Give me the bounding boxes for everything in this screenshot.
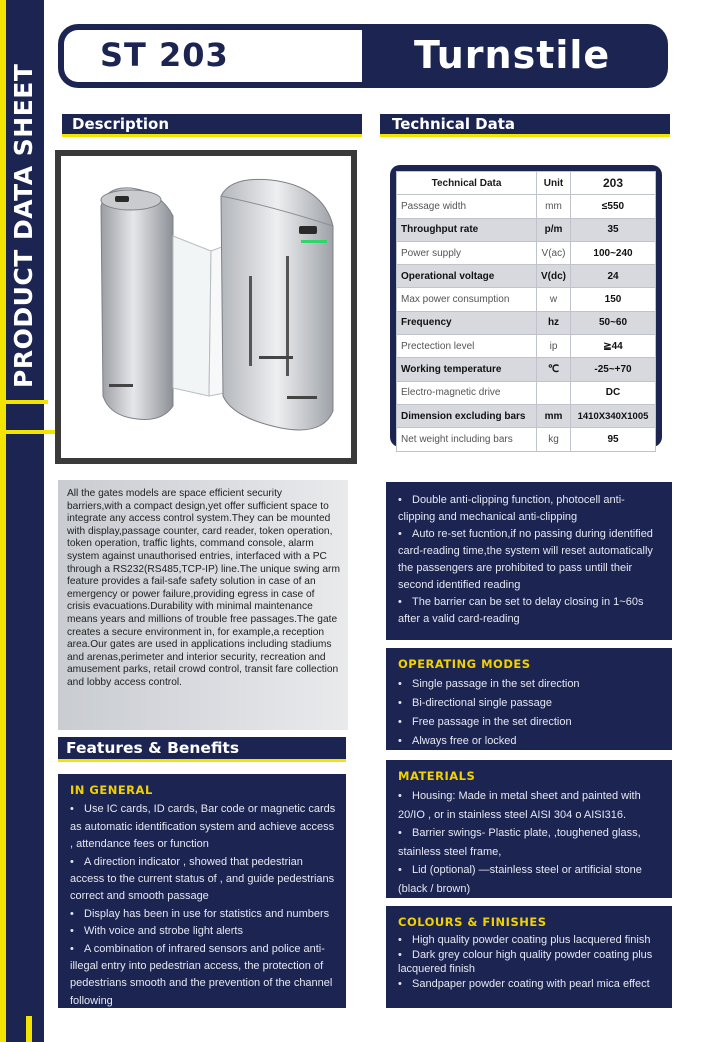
list-item-text: Housing: Made in metal sheet and painted with 20/IO , or in stainless steel AISI 304 o AISI316. xyxy=(398,790,641,821)
bullet-icon: • xyxy=(70,942,74,955)
list-item xyxy=(70,854,336,906)
list-item-text: High quality powder coating plus lacquered finish xyxy=(412,934,651,946)
bullet-icon: • xyxy=(398,948,402,961)
list-item xyxy=(398,787,662,824)
bullet-icon: • xyxy=(398,528,402,540)
row-value: 150 xyxy=(571,288,656,311)
row-value: ≤550 xyxy=(571,195,656,218)
row-label: Dimension excluding bars xyxy=(397,404,537,427)
bullet-icon: • xyxy=(398,864,402,876)
section-features: Features & Benefits xyxy=(58,737,346,759)
in-general-box xyxy=(58,774,346,1008)
row-value: 1410X340X1005 xyxy=(571,404,656,427)
technical-data-table xyxy=(396,171,656,452)
bullet-icon: • xyxy=(70,803,74,816)
row-value: 95 xyxy=(571,428,656,451)
product-name: Turnstile xyxy=(414,33,611,77)
row-unit: p/m xyxy=(537,218,571,241)
row-unit: ip xyxy=(537,335,571,358)
list-item-text: A direction indicator , showed that pedestrian access to the current status of , and guide pedestrians correct and smooth passage xyxy=(70,855,335,903)
list-item xyxy=(398,933,662,948)
bullet-icon: • xyxy=(398,735,402,747)
list-item xyxy=(398,948,662,977)
list-item-text: Display has been in use for statistics and numbers xyxy=(84,907,330,920)
row-value: ≧44 xyxy=(571,335,656,358)
list-item-text: Barrier swings- Plastic plate, ,toughened glass, stainless steel frame, xyxy=(398,827,641,858)
bullet-icon: • xyxy=(70,907,74,920)
colours-title: COLOURS & FINISHES xyxy=(398,915,547,929)
table-row xyxy=(397,265,656,288)
bullet-icon: • xyxy=(398,678,402,690)
bullet-icon: • xyxy=(70,855,74,868)
row-label: Working temperature xyxy=(397,358,537,381)
features-list xyxy=(398,492,662,628)
row-unit xyxy=(537,381,571,404)
table-row xyxy=(397,241,656,264)
operating-modes-list xyxy=(398,675,662,751)
bullet-icon: • xyxy=(398,977,402,990)
turnstile-illustration xyxy=(61,156,351,458)
row-unit: mm xyxy=(537,195,571,218)
yellow-accent-line xyxy=(6,430,56,434)
list-item-text: Bi-directional single passage xyxy=(412,697,553,709)
yellow-accent-line xyxy=(6,400,48,404)
bullet-icon: • xyxy=(398,494,402,506)
yellow-accent-line xyxy=(26,1016,32,1042)
table-row xyxy=(397,335,656,358)
row-label: Electro-magnetic drive xyxy=(397,381,537,404)
row-unit: ℃ xyxy=(537,358,571,381)
list-item xyxy=(398,861,662,898)
row-unit: V(ac) xyxy=(537,241,571,264)
bullet-icon: • xyxy=(398,827,402,839)
table-header-row xyxy=(397,172,656,195)
column-header: Unit xyxy=(537,172,571,195)
list-item xyxy=(398,594,662,628)
section-underline xyxy=(62,134,362,137)
row-label: Power supply xyxy=(397,241,537,264)
list-item xyxy=(398,492,662,526)
in-general-title: IN GENERAL xyxy=(70,783,153,797)
column-header: 203 xyxy=(571,172,656,195)
table-row xyxy=(397,358,656,381)
operating-modes-title: OPERATING MODES xyxy=(398,657,531,671)
list-item xyxy=(70,923,336,940)
product-photo xyxy=(55,150,357,464)
table-row xyxy=(397,195,656,218)
materials-box xyxy=(386,760,672,898)
materials-list xyxy=(398,787,662,898)
list-item-text: Double anti-clipping function, photocell anti-clipping and mechanical anti-clipping xyxy=(398,494,625,523)
colours-box xyxy=(386,906,672,1008)
row-label: Prectection level xyxy=(397,335,537,358)
list-item-text: Sandpaper powder coating with pearl mica effect xyxy=(412,977,650,990)
row-label: Passage width xyxy=(397,195,537,218)
model-code: ST 203 xyxy=(100,36,229,74)
row-value: 100~240 xyxy=(571,241,656,264)
description-text: All the gates models are space efficient security barriers,with a compact design,yet offer sufficient space to integrate any access control system.They can be mounted with display,passage counter, card reader, token operation, token operation, traffic lights, command console, alarm system against unauthorised entries, interfaced with a PC through a RS232(RS485,TCP-IP) line.The unique swing arm feature provides a fail-safe safety solution in case of an emergency or power failure,providing egress in case of crisis evacuations.Durability with minimal maintenance means years and millions of trouble free passages.The gate creates a secure environment in, for example,a reception area.Our gates are used in applications including stadiums and arenas,perimeter and interior security, recreation and amusement parks, retail crowd control, transit fare collection and lobby access control. xyxy=(58,480,348,730)
row-unit: mm xyxy=(537,404,571,427)
section-underline xyxy=(380,134,670,137)
row-value: 35 xyxy=(571,218,656,241)
list-item-text: Use IC cards, ID cards, Bar code or magnetic cards as automatic identification system and achieve access , attendance fees or function xyxy=(70,803,336,851)
section-technical-data: Technical Data xyxy=(380,114,670,134)
list-item xyxy=(70,801,336,853)
list-item xyxy=(398,824,662,861)
table-row xyxy=(397,381,656,404)
list-item xyxy=(398,732,662,751)
row-label: Frequency xyxy=(397,311,537,334)
in-general-list xyxy=(70,801,336,1010)
list-item xyxy=(70,941,336,1011)
row-label: Net weight including bars xyxy=(397,428,537,451)
section-underline xyxy=(58,759,346,762)
row-value: DC xyxy=(571,381,656,404)
list-item-text: Free passage in the set direction xyxy=(412,716,572,728)
list-item xyxy=(398,713,662,732)
list-item xyxy=(398,675,662,694)
row-unit: hz xyxy=(537,311,571,334)
list-item-text: Dark grey colour high quality powder coating plus lacquered finish xyxy=(398,948,653,975)
row-value: 24 xyxy=(571,265,656,288)
row-value: 50~60 xyxy=(571,311,656,334)
operating-modes-box xyxy=(386,648,672,750)
column-header: Technical Data xyxy=(397,172,537,195)
materials-title: MATERIALS xyxy=(398,769,476,783)
row-unit: kg xyxy=(537,428,571,451)
row-unit: w xyxy=(537,288,571,311)
bullet-icon: • xyxy=(398,934,402,946)
list-item xyxy=(398,977,662,992)
features-list-box xyxy=(386,482,672,640)
row-label: Throughput rate xyxy=(397,218,537,241)
table-row xyxy=(397,428,656,451)
bullet-icon: • xyxy=(70,925,74,938)
list-item-text: A combination of infrared sensors and police anti-illegal entry into pedestrian access, the protection of pedestrians smooth and the prevention of the channel following xyxy=(70,942,333,1007)
list-item-text: With voice and strobe light alerts xyxy=(84,925,243,938)
table-row xyxy=(397,288,656,311)
sidebar-label: PRODUCT DATA SHEET xyxy=(9,63,38,388)
row-unit: V(dc) xyxy=(537,265,571,288)
table-row xyxy=(397,311,656,334)
bullet-icon: • xyxy=(398,596,402,608)
list-item-text: Always free or locked xyxy=(412,735,517,747)
colours-list xyxy=(398,933,662,991)
list-item-text: Single passage in the set direction xyxy=(412,678,580,690)
bullet-icon: • xyxy=(398,697,402,709)
list-item xyxy=(398,694,662,713)
bullet-icon: • xyxy=(398,790,402,802)
list-item xyxy=(398,526,662,594)
list-item-text: Auto re-set fucntion,if no passing during identified card-reading time,the system will reset automatically the passengers are prohibited to pass untill their second identified reading xyxy=(398,528,653,591)
row-label: Operational voltage xyxy=(397,265,537,288)
section-description: Description xyxy=(62,114,362,134)
list-item xyxy=(70,906,336,923)
table-row xyxy=(397,218,656,241)
row-label: Max power consumption xyxy=(397,288,537,311)
list-item-text: The barrier can be set to delay closing in 1~60s after a valid card-reading xyxy=(398,596,644,625)
list-item-text: Lid (optional) —stainless steel or artificial stone (black / brown) xyxy=(398,864,642,895)
table-row xyxy=(397,404,656,427)
row-value: -25~+70 xyxy=(571,358,656,381)
bullet-icon: • xyxy=(398,716,402,728)
